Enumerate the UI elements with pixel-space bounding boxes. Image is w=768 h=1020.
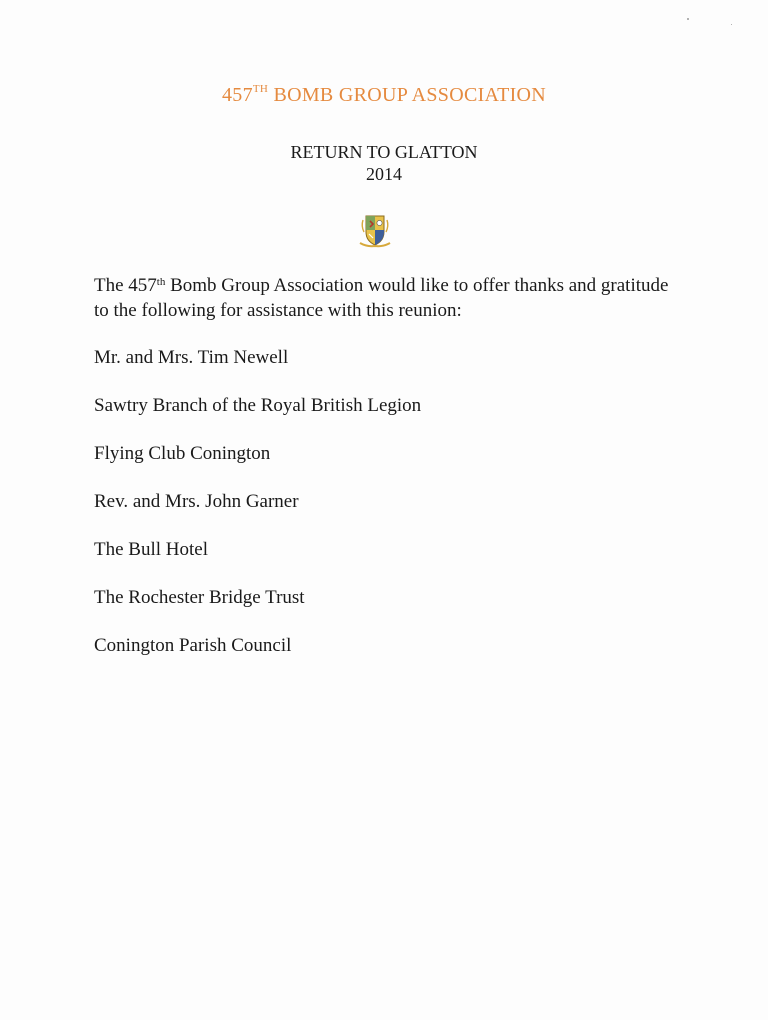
acknowledgement-item: Rev. and Mrs. John Garner [94, 491, 299, 512]
association-number-suffix: TH [252, 83, 269, 95]
association-name: BOMB GROUP ASSOCIATION [273, 84, 547, 106]
intro-text-start: The 457 [94, 275, 157, 296]
scan-speck [731, 24, 732, 25]
acknowledgement-item: Flying Club Conington [94, 443, 271, 464]
association-number: 457 [221, 84, 253, 106]
event-year: 2014 [366, 164, 402, 184]
acknowledgement-intro [94, 273, 684, 323]
scan-speck [687, 18, 689, 20]
acknowledgement-item: The Rochester Bridge Trust [94, 587, 305, 608]
intro-ordinal-suffix: th [156, 276, 166, 288]
association-heading [0, 84, 768, 107]
event-title: RETURN TO GLATTON [290, 142, 478, 162]
association-crest-icon [355, 210, 395, 250]
acknowledgement-item: Mr. and Mrs. Tim Newell [94, 347, 289, 368]
acknowledgement-item: Conington Parish Council [94, 635, 292, 656]
acknowledgement-item: Sawtry Branch of the Royal British Legion [94, 395, 422, 416]
acknowledgement-item: The Bull Hotel [94, 539, 208, 560]
intro-text-rest: Bomb Group Association would like to offer thanks and gratitude to the following for assistance with this reunion: [94, 275, 669, 321]
